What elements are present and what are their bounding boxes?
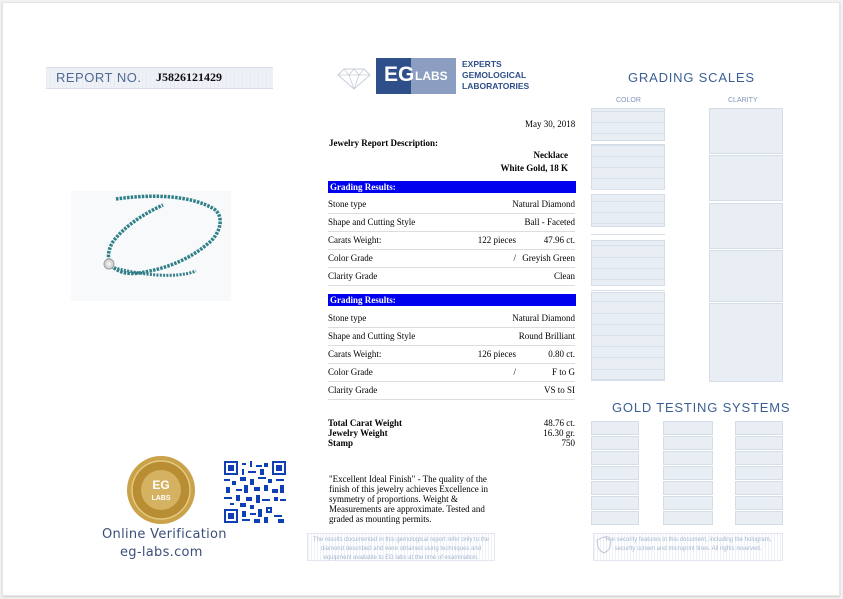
diamond-icon [337,68,371,95]
grading-row-label: Color Grade [328,253,373,263]
jewelry-item: Necklace [533,150,568,160]
report-number-label: REPORT NO. [56,70,142,85]
report-number-value: J5826121429 [156,70,222,84]
gold-table-cell [591,436,639,450]
total-label: Total Carat Weight [328,418,403,428]
gold-table-cell [735,496,783,510]
necklace-photo [71,191,231,301]
scale-divider [591,335,665,336]
grading-row-value: F to G [551,367,575,377]
verification-qr-code[interactable] [224,461,286,523]
gold-table-cell [735,481,783,495]
grading-row-label: Shape and Cutting Style [328,331,416,341]
grading-row-label: Carats Weight: [328,349,382,359]
grading-row-label: Stone type [328,313,367,323]
scale-divider [591,279,665,280]
clarity-scale-heading: CLARITY [728,97,758,104]
jewelry-metal: White Gold, 18 K [500,163,568,173]
gold-table-cell [735,466,783,480]
scale-cell [709,250,783,302]
verification-url[interactable]: eg-labs.com [120,545,203,560]
logo-labs-text: LABS [415,69,448,83]
grading-row-pieces: 126 pieces / [477,349,516,377]
gold-table-cell [591,511,639,525]
grading-row [328,363,575,382]
grading-row-label: Clarity Grade [328,385,378,395]
shield-icon [596,536,612,559]
grading-row-label: Carats Weight: [328,235,382,245]
gold-table-cell [591,466,639,480]
gold-table-cell [663,481,713,495]
gold-table-cell [735,511,783,525]
online-verification-label: Online Verification [102,527,227,542]
gold-table-cell [735,451,783,465]
svg-text:EG: EG [152,478,170,492]
grading-row-label: Clarity Grade [328,271,378,281]
grading-row-value: Clean [554,271,575,281]
scale-divider [591,369,665,370]
report-date: May 30, 2018 [525,119,576,129]
disclaimer-notice-left: The results documented in this gemological report refer only to the diamond described and were obtained using techniques and equipment available to EG labs at the time of examination. [307,533,495,561]
security-notice-right: The security features in this document, including the hologram, security screen and microprint lines. All rights reserved. [593,533,783,561]
grading-row [328,267,575,286]
gold-table-cell [663,436,713,450]
gold-table-cell [663,511,713,525]
svg-text:LABS: LABS [151,495,171,502]
eg-labs-seal [126,455,196,525]
total-value: 48.76 ct. [543,418,575,428]
total-value: 750 [561,438,575,448]
scale-divider [591,189,665,190]
report-page [2,2,840,596]
finish-statement: "Excellent Ideal Finish" - The quality of the finish of this jewelry achieves Excellence in symmetry of proportions. Weight & Measurements are approximate. Tested and graded as mounting permits. [329,474,488,524]
grading-row [328,249,575,268]
scale-divider [591,268,665,269]
scale-divider [591,313,665,314]
scale-divider [591,301,665,302]
grading-row-label: Color Grade [328,367,373,377]
gold-table-cell [663,466,713,480]
grading-row-value: Round Brilliant [518,331,575,341]
scale-divider [591,212,665,213]
gold-table-cell [735,436,783,450]
grading-row [328,309,575,328]
scale-divider [591,133,665,134]
grading-row-pieces: 122 pieces / [477,235,516,263]
total-row [328,418,575,428]
scale-divider [591,122,665,123]
scale-divider [591,346,665,347]
scale-divider [591,223,665,224]
scale-cell [591,292,665,380]
grading-row-value: 0.80 ct. [548,349,575,359]
total-value: 16.30 gr. [543,428,575,438]
grading-row-value: Greyish Green [522,253,575,263]
scale-divider [591,290,665,291]
scale-divider [591,145,665,146]
total-row [328,428,575,438]
scale-divider [591,234,665,235]
scale-cell [709,108,783,154]
description-title: Jewelry Report Description: [329,138,438,148]
grading-row [328,195,575,214]
grading-row-value: 47.96 ct. [543,235,575,245]
scale-cell [709,203,783,249]
gold-table-cell [663,496,713,510]
grading-row-label: Shape and Cutting Style [328,217,416,227]
grading-results-1-heading: Grading Results: [328,181,576,193]
grading-row-value: Natural Diamond [512,313,575,323]
total-row [328,438,575,448]
logo-eg-text: EG [384,63,415,86]
gold-table-cell [663,421,713,435]
gold-table-cell [591,481,639,495]
grading-row-value: VS to SI [543,385,575,395]
scale-divider [591,178,665,179]
grading-row [328,213,575,232]
grading-row-value: Natural Diamond [512,199,575,209]
scale-divider [591,324,665,325]
grading-row [328,327,575,346]
scale-divider [591,111,665,112]
total-label: Jewelry Weight [328,428,388,438]
scale-cell [591,108,665,141]
scale-divider [591,357,665,358]
scale-divider [591,156,665,157]
gold-table-cell [591,451,639,465]
scale-cell [709,155,783,201]
grading-row-value: Ball - Faceted [524,217,575,227]
gold-table-cell [663,451,713,465]
total-label: Stamp [328,438,354,448]
scale-cell [709,303,783,382]
gold-table-cell [591,421,639,435]
gold-table-cell [591,496,639,510]
scale-divider [591,380,665,381]
gold-table-cell [735,421,783,435]
grading-scales-title: GRADING SCALES [628,70,755,85]
color-scale-heading: COLOR [616,97,641,104]
grading-results-2-heading: Grading Results: [328,294,576,306]
grading-row-label: Stone type [328,199,367,209]
grading-row [328,381,575,400]
scale-divider [591,201,665,202]
scale-divider [591,167,665,168]
gold-testing-title: GOLD TESTING SYSTEMS [612,400,791,415]
logo-name: EXPERTS GEMOLOGICAL LABORATORIES [462,59,530,91]
scale-divider [591,245,665,246]
scale-divider [591,257,665,258]
